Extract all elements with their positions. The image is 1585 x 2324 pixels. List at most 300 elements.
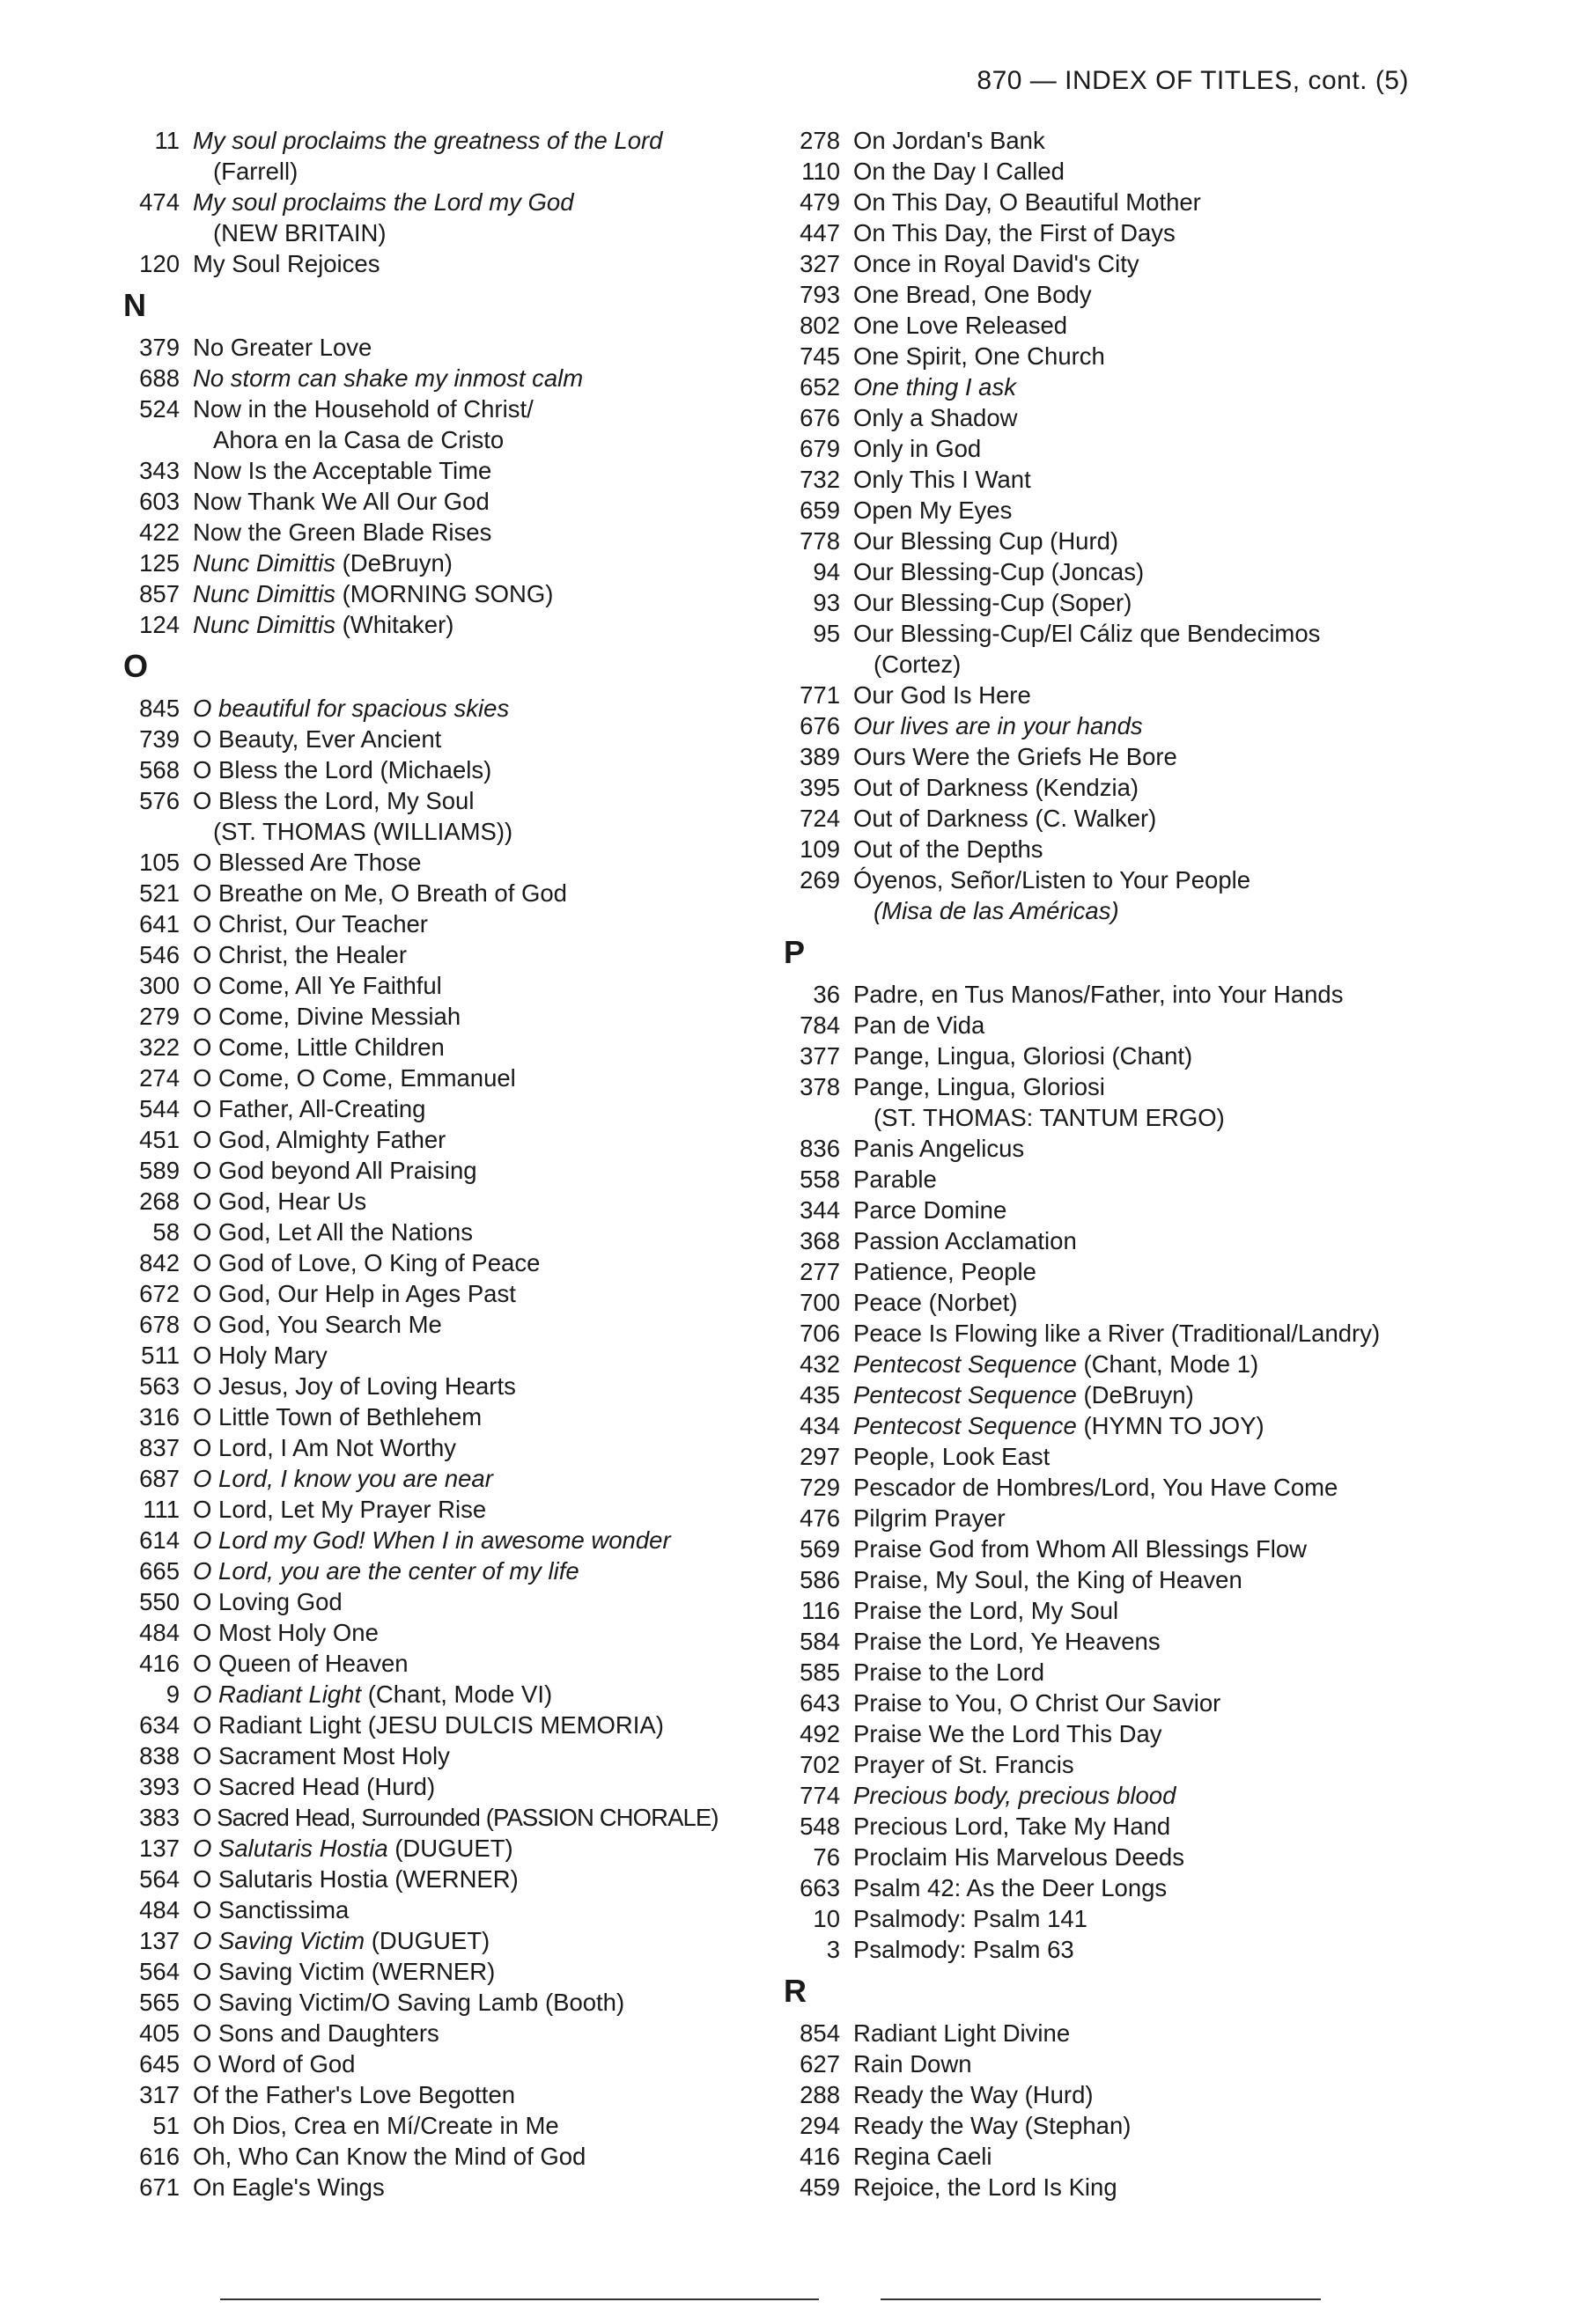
hymn-title <box>853 1811 1170 1842</box>
hymn-title <box>874 649 961 680</box>
title-part: O Little Town of Bethlehem <box>193 1403 483 1430</box>
hymn-number: 627 <box>800 2050 840 2078</box>
title-part: Now Thank We All Our God <box>193 488 490 515</box>
index-entry <box>784 2079 1488 2110</box>
hymn-number: 634 <box>139 1711 180 1739</box>
hymn-number: 729 <box>800 1474 840 1501</box>
hymn-number: 288 <box>800 2081 840 2108</box>
index-entry <box>784 464 1488 495</box>
hymn-number: 732 <box>800 466 840 493</box>
index-entry <box>123 939 775 970</box>
title-part: Radiant Light Divine <box>853 2019 1071 2047</box>
title-part: Pan de Vida <box>853 1011 985 1039</box>
title-part: Peace Is Flowing like a River (Traditional/Landry) <box>853 1320 1381 1347</box>
hymn-title <box>853 2079 1094 2110</box>
title-part: O Beauty, Ever Ancient <box>193 725 442 753</box>
index-entry <box>123 2172 775 2203</box>
hymn-number: 459 <box>800 2173 840 2201</box>
title-part: O Breathe on Me, O Breath of God <box>193 879 567 907</box>
title-part: Now the Green Blade Rises <box>193 518 492 546</box>
title-part: (Chant, Mode VI) <box>361 1680 553 1708</box>
index-entry <box>784 1164 1488 1195</box>
title-italic-part: Pentecost Sequence <box>853 1381 1077 1408</box>
index-entry <box>784 2048 1488 2079</box>
hymn-title <box>193 187 574 217</box>
title-part: Parable <box>853 1166 937 1193</box>
hymn-number: 435 <box>800 1381 840 1408</box>
index-entry <box>784 1441 1488 1472</box>
index-entry <box>784 371 1488 402</box>
hymn-title <box>853 125 1045 156</box>
hymn-number: 614 <box>139 1526 180 1554</box>
hymn-title <box>193 2048 355 2079</box>
index-entry <box>123 1063 775 1093</box>
index-entry <box>784 1688 1488 1718</box>
hymn-number: 105 <box>139 849 180 876</box>
hymn-title <box>853 187 1201 217</box>
hymn-title <box>193 1001 461 1032</box>
title-part: Only a Shadow <box>853 404 1018 431</box>
hymn-title <box>193 455 491 486</box>
title-part: Out of Darkness (Kendzia) <box>853 774 1139 801</box>
hymn-title <box>853 433 981 464</box>
title-part: O God, Almighty Father <box>193 1126 446 1153</box>
title-part: O Word of God <box>193 2050 356 2078</box>
title-part: One Bread, One Body <box>853 281 1092 308</box>
hymn-title <box>193 847 421 878</box>
hymn-number: 688 <box>139 364 180 392</box>
hymn-number: 659 <box>800 496 840 524</box>
index-entry <box>784 248 1488 279</box>
hymn-title <box>853 1718 1162 1749</box>
index-entry <box>784 1811 1488 1842</box>
index-entry <box>784 2018 1488 2048</box>
hymn-title <box>853 1287 1017 1318</box>
title-part: On the Day I Called <box>853 158 1065 185</box>
title-part: O Lord, I Am Not Worthy <box>193 1434 457 1461</box>
title-italic-part: Pentecost Sequence <box>853 1412 1077 1439</box>
hymn-number: 111 <box>143 1496 180 1523</box>
index-entry <box>123 248 775 279</box>
hymn-title <box>193 878 567 908</box>
index-entry <box>784 1041 1488 1071</box>
hymn-number: 416 <box>800 2143 840 2170</box>
hymn-number: 584 <box>800 1628 840 1655</box>
index-entry <box>784 402 1488 433</box>
hymn-title <box>853 1379 1194 1410</box>
hymn-number: 857 <box>139 580 180 607</box>
hymn-title <box>853 464 1031 495</box>
index-entry <box>784 279 1488 310</box>
index-entry <box>123 1710 775 1740</box>
index-entry <box>123 609 775 640</box>
hymn-number: 548 <box>800 1813 840 1840</box>
title-part: O Christ, the Healer <box>193 941 408 968</box>
hymn-title <box>853 495 1012 526</box>
index-entry <box>784 587 1488 618</box>
title-part: Regina Caeli <box>853 2143 992 2170</box>
index-entry <box>123 1771 775 1802</box>
index-entry <box>123 1278 775 1309</box>
hymn-number: 484 <box>139 1619 180 1646</box>
index-entry <box>784 1410 1488 1441</box>
title-italic-part: O Lord, you are the center of my life <box>193 1557 579 1585</box>
index-entry <box>123 1987 775 2018</box>
title-italic-part: Pentecost Sequence <box>853 1350 1077 1378</box>
title-part: Oh Dios, Crea en Mí/Create in Me <box>193 2112 559 2139</box>
title-part: Praise the Lord, My Soul <box>853 1597 1119 1624</box>
title-part: On This Day, O Beautiful Mother <box>853 188 1201 216</box>
title-part: Of the Father's Love Begotten <box>193 2081 516 2108</box>
title-part: One Spirit, One Church <box>853 342 1105 370</box>
hymn-title <box>853 741 1177 772</box>
hymn-title <box>193 578 553 609</box>
title-part: Padre, en Tus Manos/Father, into Your Hands <box>853 981 1344 1008</box>
index-entry <box>123 1802 775 1833</box>
index-entry <box>784 1595 1488 1626</box>
title-italic-part: (Misa de las Américas) <box>874 897 1119 924</box>
hymn-title <box>853 526 1118 556</box>
hymn-title <box>853 1934 1074 1965</box>
title-part: Prayer of St. Francis <box>853 1751 1074 1778</box>
hymn-title <box>853 556 1144 587</box>
hymn-title <box>853 248 1139 279</box>
hymn-title <box>193 724 441 754</box>
hymn-number: 842 <box>139 1249 180 1276</box>
hymn-number: 76 <box>813 1843 840 1871</box>
footer-rule-right <box>881 2298 1321 2300</box>
index-entry <box>123 693 775 724</box>
hymn-number: 563 <box>139 1372 180 1400</box>
title-part: Praise to You, O Christ Our Savior <box>853 1689 1221 1717</box>
hymn-number: 389 <box>800 743 840 770</box>
index-entry <box>123 1247 775 1278</box>
hymn-number: 838 <box>139 1742 180 1769</box>
index-entry <box>784 1010 1488 1041</box>
hymn-number: 124 <box>139 611 180 638</box>
hymn-number: 322 <box>139 1033 180 1061</box>
hymn-title <box>874 1102 1225 1133</box>
hymn-title <box>853 1318 1380 1349</box>
title-part: O Holy Mary <box>193 1342 328 1369</box>
hymn-title <box>853 2018 1070 2048</box>
title-part: Psalmody: Psalm 63 <box>853 1936 1074 1963</box>
index-entry <box>784 1842 1488 1872</box>
index-entry <box>784 741 1488 772</box>
title-part: Rain Down <box>853 2050 972 2078</box>
hymn-title <box>853 680 1031 710</box>
hymn-title <box>193 1063 516 1093</box>
hymn-number: 576 <box>139 787 180 814</box>
hymn-number: 671 <box>139 2173 180 2201</box>
index-entry <box>784 1256 1488 1287</box>
title-part: Passion Acclamation <box>853 1227 1077 1254</box>
title-italic-part: Precious body, precious blood <box>853 1782 1176 1809</box>
title-part: O Radiant Light (JESU DULCIS MEMORIA) <box>193 1711 664 1739</box>
index-entry <box>123 908 775 939</box>
title-part: On Jordan's Bank <box>853 127 1045 154</box>
hymn-title <box>193 2018 439 2048</box>
hymn-title <box>853 2172 1117 2203</box>
title-part: Psalmody: Psalm 141 <box>853 1905 1087 1932</box>
title-part: (NEW BRITAIN) <box>213 219 387 246</box>
hymn-title <box>193 2110 559 2141</box>
index-entry <box>123 1032 775 1063</box>
title-part: (DeBruyn) <box>1076 1381 1194 1408</box>
hymn-number: 474 <box>139 188 180 216</box>
title-part: Our Blessing-Cup/El Cáliz que Bendecimos <box>853 620 1321 647</box>
hymn-number: 546 <box>139 941 180 968</box>
hymn-number: 652 <box>800 373 840 401</box>
index-entry <box>123 1340 775 1371</box>
title-part: Ready the Way (Stephan) <box>853 2112 1132 2139</box>
index-entry <box>784 341 1488 371</box>
title-part: (Whitaker) <box>335 611 454 638</box>
title-part: Out of Darkness (C. Walker) <box>853 805 1157 832</box>
index-entry <box>123 1617 775 1648</box>
hymn-number: 845 <box>139 695 180 722</box>
hymn-number: 665 <box>139 1557 180 1585</box>
index-entry <box>784 2172 1488 2203</box>
index-entry <box>123 1371 775 1401</box>
section-letter: P <box>784 934 806 970</box>
index-entry <box>123 1833 775 1864</box>
title-part: O God of Love, O King of Peace <box>193 1249 541 1276</box>
index-entry-continuation <box>123 156 775 187</box>
index-entry <box>123 1586 775 1617</box>
index-entry <box>123 455 775 486</box>
title-part: Óyenos, Señor/Listen to Your People <box>853 866 1251 894</box>
hymn-title <box>193 1278 516 1309</box>
index-entry <box>123 1401 775 1432</box>
hymn-title <box>193 1432 456 1463</box>
hymn-title <box>193 1586 343 1617</box>
hymn-number: 802 <box>800 312 840 339</box>
title-part: Praise We the Lord This Day <box>853 1720 1162 1747</box>
hymn-title <box>193 1710 664 1740</box>
hymn-title <box>193 1833 513 1864</box>
title-part: O Sacred Head, Surrounded (PASSION CHORALE) <box>193 1804 719 1831</box>
title-part: O Bless the Lord, My Soul <box>193 787 475 814</box>
hymn-number: 511 <box>141 1342 180 1369</box>
index-entry <box>123 1679 775 1710</box>
title-part: (ST. THOMAS (WILLIAMS)) <box>213 818 513 845</box>
hymn-title <box>853 2048 972 2079</box>
index-entry <box>123 1155 775 1186</box>
title-italic-part: O beautiful for spacious skies <box>193 695 510 722</box>
title-part: People, Look East <box>853 1443 1051 1470</box>
hymn-number: 643 <box>800 1689 840 1717</box>
hymn-number: 479 <box>800 188 840 216</box>
title-part: O Sacrament Most Holy <box>193 1742 450 1769</box>
hymn-title <box>193 970 442 1001</box>
hymn-title <box>853 217 1176 248</box>
title-part: Pilgrim Prayer <box>853 1504 1006 1532</box>
hymn-title <box>193 754 491 785</box>
index-entry-continuation <box>784 895 1488 926</box>
hymn-title <box>193 1401 482 1432</box>
index-entry <box>123 1740 775 1771</box>
hymn-title <box>853 1041 1192 1071</box>
hymn-title <box>193 1155 477 1186</box>
hymn-title <box>193 2079 515 2110</box>
hymn-title <box>193 125 662 156</box>
section-letter: O <box>123 648 149 684</box>
title-italic-part: One thing I ask <box>853 373 1016 401</box>
title-part: O Salutaris Hostia (WERNER) <box>193 1865 519 1893</box>
hymn-number: 565 <box>139 1989 180 2016</box>
title-part: Pange, Lingua, Gloriosi <box>853 1073 1105 1100</box>
hymn-number: 36 <box>813 981 840 1008</box>
hymn-title <box>853 1903 1087 1934</box>
index-entry <box>784 1318 1488 1349</box>
index-entry <box>784 680 1488 710</box>
hymn-title <box>853 1472 1338 1503</box>
hymn-title <box>853 803 1156 834</box>
hymn-title <box>193 1956 495 1987</box>
hymn-title <box>193 1802 719 1833</box>
title-part: O Jesus, Joy of Loving Hearts <box>193 1372 516 1400</box>
hymn-number: 745 <box>800 342 840 370</box>
hymn-title <box>193 1186 366 1217</box>
index-entry <box>123 332 775 363</box>
hymn-number: 316 <box>139 1403 180 1430</box>
index-entry <box>123 1309 775 1340</box>
index-entry <box>123 1432 775 1463</box>
index-entry <box>123 393 775 424</box>
index-entry <box>123 2110 775 2141</box>
index-entry <box>123 1956 775 1987</box>
title-italic-part: O Saving Victim <box>193 1927 365 1954</box>
index-entry <box>123 486 775 517</box>
index-entry <box>123 1525 775 1555</box>
hymn-number: 277 <box>800 1258 840 1285</box>
hymn-number: 434 <box>800 1412 840 1439</box>
hymn-title <box>193 1124 446 1155</box>
title-part: O Most Holy One <box>193 1619 379 1646</box>
title-part: O Bless the Lord (Michaels) <box>193 756 492 783</box>
title-part: One Love Released <box>853 312 1068 339</box>
hymn-title <box>193 1340 328 1371</box>
index-entry <box>784 803 1488 834</box>
index-entry <box>123 970 775 1001</box>
title-italic-part: O Lord my God! When I in awesome wonder <box>193 1526 671 1554</box>
hymn-title <box>853 1780 1176 1811</box>
hymn-title <box>193 1864 519 1894</box>
hymn-title <box>193 1987 624 2018</box>
hymn-number: 278 <box>800 127 840 154</box>
index-entry <box>784 556 1488 587</box>
hymn-number: 10 <box>813 1905 840 1932</box>
index-entry <box>123 754 775 785</box>
title-part: O Blessed Are Those <box>193 849 422 876</box>
index-entry <box>123 517 775 548</box>
hymn-number: 854 <box>800 2019 840 2047</box>
index-entry <box>123 1001 775 1032</box>
hymn-title <box>853 1657 1044 1688</box>
title-part: O God, Let All the Nations <box>193 1218 473 1246</box>
title-part: O Come, Little Children <box>193 1033 445 1061</box>
hymn-title <box>853 1564 1242 1595</box>
hymn-title <box>853 1256 1036 1287</box>
hymn-number: 678 <box>139 1311 180 1338</box>
hymn-number: 706 <box>800 1320 840 1347</box>
hymn-title <box>853 341 1105 371</box>
hymn-number: 676 <box>800 404 840 431</box>
index-entry <box>784 834 1488 864</box>
index-entry-continuation <box>123 816 775 847</box>
hymn-title <box>853 1225 1077 1256</box>
title-part: O Come, All Ye Faithful <box>193 972 442 999</box>
hymn-title <box>193 1463 493 1494</box>
hymn-title <box>193 486 490 517</box>
hymn-title <box>853 710 1143 741</box>
index-entry <box>123 125 775 156</box>
hymn-title <box>853 1503 1006 1533</box>
hymn-title <box>853 310 1067 341</box>
hymn-number: 774 <box>800 1782 840 1809</box>
hymn-number: 589 <box>139 1157 180 1184</box>
title-part: (Chant, Mode 1) <box>1076 1350 1259 1378</box>
hymn-title <box>853 1071 1105 1102</box>
hymn-number: 344 <box>800 1196 840 1224</box>
hymn-number: 687 <box>139 1465 180 1492</box>
index-entry <box>784 1287 1488 1318</box>
index-entry <box>784 1626 1488 1657</box>
hymn-number: 558 <box>800 1166 840 1193</box>
hymn-title <box>853 979 1343 1010</box>
title-part: Praise the Lord, Ye Heavens <box>853 1628 1161 1655</box>
index-entry <box>123 785 775 816</box>
index-entry <box>784 1225 1488 1256</box>
hymn-title <box>853 279 1092 310</box>
title-part: O God, Hear Us <box>193 1188 367 1215</box>
hymn-title <box>193 1032 445 1063</box>
right-column <box>784 125 1488 2203</box>
section-letter: R <box>784 1973 807 2009</box>
index-entry <box>123 724 775 754</box>
hymn-number: 521 <box>139 879 180 907</box>
hymn-title <box>853 618 1320 649</box>
index-entry <box>784 1472 1488 1503</box>
index-entry <box>123 187 775 217</box>
title-italic-part: Nunc Dimittis <box>193 611 335 638</box>
hymn-title <box>213 156 298 187</box>
hymn-title <box>853 1872 1167 1903</box>
hymn-title <box>853 587 1132 618</box>
index-entry <box>123 578 775 609</box>
index-entry <box>784 1780 1488 1811</box>
title-part: Ours Were the Griefs He Bore <box>853 743 1177 770</box>
hymn-number: 451 <box>139 1126 180 1153</box>
hymn-number: 279 <box>139 1003 180 1030</box>
hymn-number: 484 <box>139 1896 180 1923</box>
hymn-title <box>213 424 504 455</box>
index-entry <box>123 1093 775 1124</box>
title-part: O Queen of Heaven <box>193 1650 409 1677</box>
index-entry <box>123 548 775 578</box>
hymn-number: 641 <box>139 910 180 938</box>
hymn-number: 724 <box>800 805 840 832</box>
hymn-number: 564 <box>139 1865 180 1893</box>
hymn-number: 422 <box>139 518 180 546</box>
title-part: (DUGUET) <box>387 1835 513 1862</box>
title-part: Praise to the Lord <box>853 1658 1045 1686</box>
title-part: Peace (Norbet) <box>853 1289 1018 1316</box>
hymn-number: 672 <box>139 1280 180 1307</box>
hymn-title <box>193 248 380 279</box>
hymn-title <box>853 772 1139 803</box>
